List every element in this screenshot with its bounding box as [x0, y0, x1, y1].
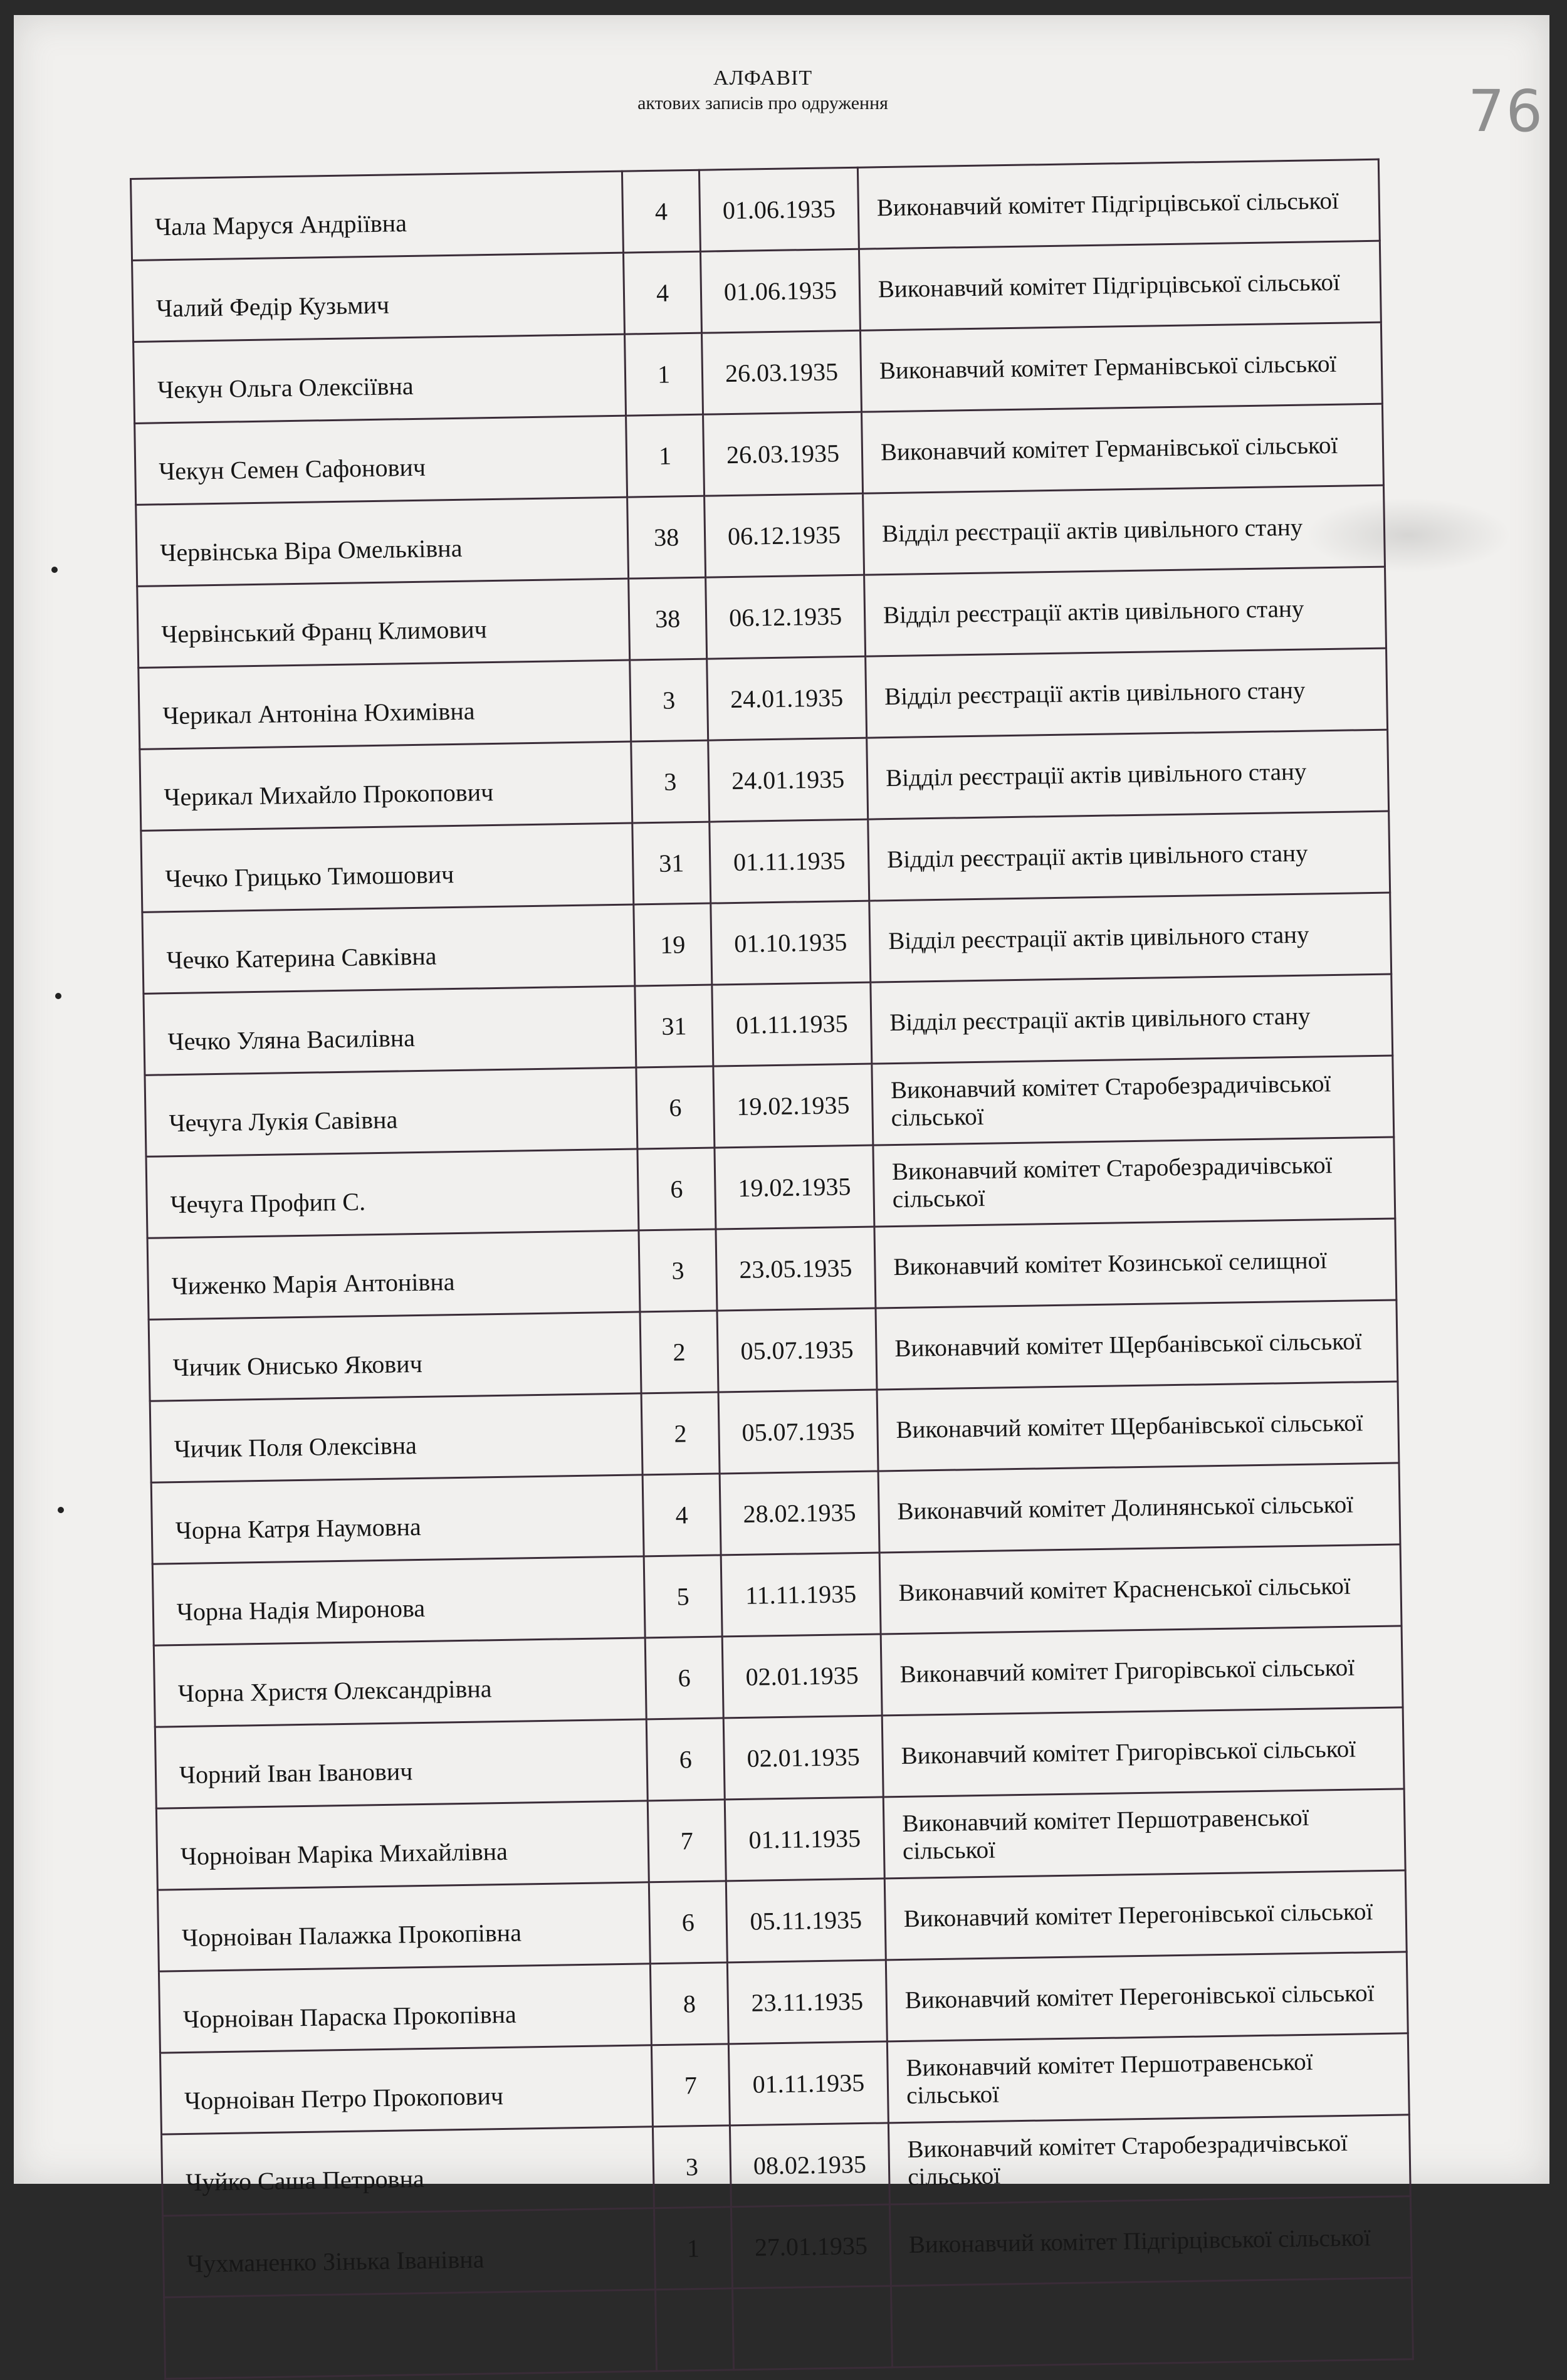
person-name-cell: Черикал Антоніна Юхимівна — [139, 660, 631, 749]
person-name-cell: Чичик Поля Олексівна — [150, 1393, 642, 1482]
registering-authority-cell: Виконавчий комітет Перегонівської сільської — [884, 1870, 1407, 1960]
record-number-cell: 3 — [652, 2126, 731, 2208]
person-name-cell: Черикал Михайло Прокопович — [140, 742, 632, 831]
person-name-cell: Чекун Ольга Олексіївна — [134, 334, 626, 423]
record-number-cell: 31 — [632, 822, 711, 904]
record-number-cell: 1 — [654, 2207, 732, 2290]
record-number-cell: 6 — [649, 1881, 727, 1964]
registering-authority-cell: Відділ реєстрації актів цивільного стану — [871, 974, 1393, 1064]
record-number-cell: 6 — [645, 1637, 723, 1719]
person-name-cell: Червінська Віра Омельківна — [136, 497, 629, 586]
registering-authority-cell: Відділ реєстрації актів цивільного стану — [866, 648, 1388, 738]
registering-authority-cell: Виконавчий комітет Германівської сільської — [862, 404, 1384, 493]
record-date-cell — [733, 2286, 893, 2370]
record-number-cell: 7 — [651, 2044, 730, 2127]
record-number-cell: 4 — [623, 251, 701, 334]
person-name-cell: Червінський Франц Климович — [137, 579, 630, 668]
record-number-cell: 3 — [631, 740, 710, 823]
record-number-cell: 1 — [625, 333, 703, 416]
record-date-cell: 06.12.1935 — [705, 493, 864, 577]
paper-speck — [55, 993, 61, 999]
registering-authority-cell: Виконавчий комітет Германівської сільської — [860, 322, 1382, 412]
registering-authority-cell: Виконавчий комітет Старобезрадичівської сільської — [888, 2115, 1410, 2204]
record-number-cell: 19 — [634, 903, 712, 986]
person-name-cell: Чекун Семен Сафонович — [135, 416, 627, 505]
record-date-cell: 01.10.1935 — [711, 901, 871, 985]
person-name-cell: Чорноіван Палажка Прокопівна — [157, 1882, 650, 1971]
registering-authority-cell: Виконавчий комітет Красненської сільської — [879, 1544, 1402, 1634]
person-name-cell: Чечуга Лукія Савівна — [145, 1067, 637, 1156]
record-number-cell: 6 — [646, 1718, 725, 1801]
record-number-cell: 6 — [637, 1148, 716, 1230]
person-name-cell: Чалий Федір Кузьмич — [132, 253, 625, 342]
person-name-cell: Чечуга Профип С. — [146, 1149, 639, 1238]
registering-authority-cell — [891, 2278, 1413, 2367]
person-name-cell: Чорний Іван Іванович — [155, 1719, 647, 1808]
record-date-cell: 02.01.1935 — [723, 1716, 883, 1800]
paper-speck — [58, 1507, 64, 1513]
registering-authority-cell: Виконавчий комітет Щербанівської сільської — [876, 1300, 1398, 1390]
record-date-cell: 01.06.1935 — [700, 249, 860, 333]
record-date-cell: 23.11.1935 — [727, 1960, 887, 2044]
record-number-cell: 1 — [626, 414, 705, 497]
record-date-cell: 26.03.1935 — [701, 330, 861, 414]
record-date-cell: 02.01.1935 — [722, 1634, 882, 1718]
record-date-cell: 27.01.1935 — [731, 2204, 891, 2288]
record-date-cell: 11.11.1935 — [721, 1553, 881, 1637]
registering-authority-cell: Виконавчий комітет Козинської селищної — [874, 1219, 1397, 1308]
record-number-cell: 38 — [627, 496, 706, 579]
record-date-cell: 05.07.1935 — [718, 1390, 878, 1474]
person-name-cell — [164, 2290, 657, 2379]
record-date-cell: 19.02.1935 — [713, 1064, 873, 1148]
registering-authority-cell: Виконавчий комітет Старобезрадичівської сільської — [873, 1137, 1395, 1227]
marriage-records-table — [130, 159, 1414, 2380]
registering-authority-cell: Відділ реєстрації актів цивільного стану — [868, 811, 1390, 901]
record-date-cell: 24.01.1935 — [707, 656, 867, 740]
record-number-cell — [656, 2288, 734, 2371]
record-date-cell: 06.12.1935 — [706, 575, 866, 659]
person-name-cell: Чиженко Марія Антонівна — [147, 1230, 640, 1319]
person-name-cell: Чорна Христя Олександрівна — [154, 1638, 646, 1727]
registering-authority-cell: Відділ реєстрації актів цивільного стану — [869, 893, 1391, 982]
person-name-cell: Чечко Уляна Василівна — [144, 986, 636, 1075]
document-subtitle: актових записів про одруження — [637, 93, 888, 113]
record-date-cell: 05.07.1935 — [717, 1308, 877, 1392]
record-date-cell: 26.03.1935 — [703, 412, 863, 496]
record-number-cell: 3 — [630, 659, 708, 742]
record-number-cell: 31 — [635, 985, 713, 1067]
person-name-cell: Чичик Онисько Якович — [149, 1312, 641, 1401]
record-number-cell: 2 — [641, 1392, 720, 1475]
record-number-cell: 2 — [640, 1311, 718, 1393]
person-name-cell: Чала Маруся Андріївна — [131, 171, 624, 260]
record-date-cell: 19.02.1935 — [715, 1145, 874, 1229]
registering-authority-cell: Виконавчий комітет Першотравенської сільської — [887, 2033, 1409, 2123]
person-name-cell: Чечко Грицько Тимошович — [141, 823, 634, 912]
record-date-cell: 24.01.1935 — [708, 738, 868, 822]
record-date-cell: 01.06.1935 — [699, 167, 859, 251]
registering-authority-cell: Виконавчий комітет Старобезрадичівської сільської — [872, 1056, 1394, 1145]
person-name-cell: Чорна Надія Миронова — [152, 1556, 645, 1645]
record-number-cell: 4 — [622, 170, 700, 253]
record-date-cell: 23.05.1935 — [716, 1227, 876, 1311]
registering-authority-cell: Відділ реєстрації актів цивільного стану — [863, 485, 1385, 575]
record-number-cell: 6 — [636, 1066, 715, 1149]
registering-authority-cell: Виконавчий комітет Перегонівської сільської — [886, 1952, 1408, 2042]
document-page — [14, 15, 1549, 2278]
registering-authority-cell: Виконавчий комітет Підгірцівської сільської — [859, 241, 1381, 330]
record-date-cell: 08.02.1935 — [730, 2123, 889, 2207]
registering-authority-cell: Виконавчий комітет Григорівської сільської — [881, 1626, 1403, 1716]
registering-authority-cell: Виконавчий комітет Щербанівської сільської — [877, 1381, 1399, 1471]
registering-authority-cell: Відділ реєстрації актів цивільного стану — [867, 730, 1389, 819]
record-number-cell: 38 — [629, 577, 707, 660]
person-name-cell: Чорноіван Петро Прокопович — [160, 2045, 652, 2134]
paper-speck — [51, 567, 58, 573]
record-date-cell: 01.11.1935 — [710, 819, 869, 903]
handwritten-page-number: 76 — [1468, 78, 1544, 145]
record-date-cell: 28.02.1935 — [720, 1471, 879, 1555]
record-number-cell: 7 — [647, 1800, 726, 1882]
person-name-cell: Чуйко Саша Петровна — [162, 2127, 654, 2216]
person-name-cell: Чорноіван Маріка Михайлівна — [156, 1801, 649, 1890]
registering-authority-cell: Виконавчий комітет Григорівської сільської — [882, 1707, 1404, 1797]
registering-authority-cell: Виконавчий комітет Першотравенської сільської — [883, 1789, 1405, 1879]
registering-authority-cell: Виконавчий комітет Долинянської сільської — [878, 1463, 1400, 1553]
person-name-cell: Чухманенко Зінька Іванівна — [163, 2208, 656, 2297]
record-number-cell: 4 — [642, 1474, 721, 1556]
person-name-cell: Чорна Катря Наумовна — [151, 1475, 644, 1564]
document-title: АЛФАВІТ — [713, 66, 813, 90]
record-date-cell: 01.11.1935 — [725, 1797, 884, 1881]
record-number-cell: 8 — [650, 1963, 728, 2045]
person-name-cell: Чорноіван Параска Прокопівна — [159, 1964, 651, 2053]
record-number-cell: 5 — [644, 1555, 722, 1638]
record-date-cell: 05.11.1935 — [726, 1879, 886, 1963]
registering-authority-cell: Виконавчий комітет Підгірцівської сільської — [889, 2196, 1412, 2286]
record-date-cell: 01.11.1935 — [712, 982, 872, 1066]
registering-authority-cell: Виконавчий комітет Підгірцівської сільської — [857, 159, 1380, 249]
person-name-cell: Чечко Катерина Савківна — [142, 904, 635, 993]
registering-authority-cell: Відділ реєстрації актів цивільного стану — [864, 567, 1386, 656]
record-date-cell: 01.11.1935 — [728, 2042, 888, 2126]
document-heading — [14, 66, 1512, 114]
record-number-cell: 3 — [639, 1229, 717, 1312]
